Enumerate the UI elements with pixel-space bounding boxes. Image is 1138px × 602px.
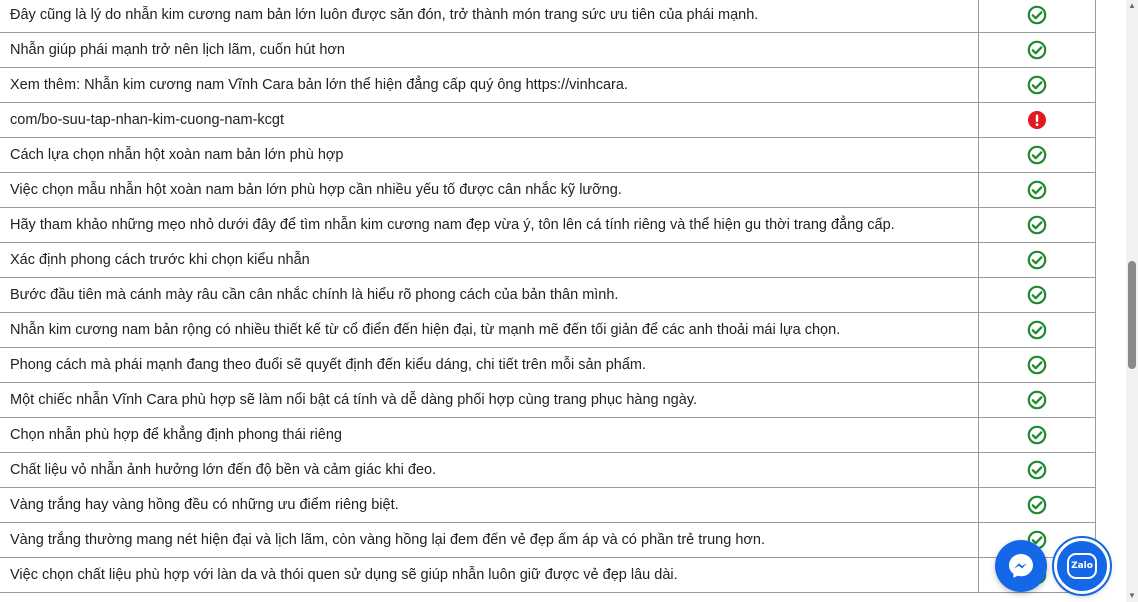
vertical-scrollbar[interactable]	[1126, 0, 1138, 602]
check-circle-icon	[979, 33, 1095, 67]
check-circle-icon	[979, 173, 1095, 207]
sentence-text: Nhẫn kim cương nam bản rộng có nhiều thiết kế từ cổ điển đến hiện đại, từ mạnh mẽ đến tối giản để các anh thoải mái lựa chọn.	[0, 313, 979, 347]
sentence-text: Chọn nhẫn phù hợp để khẳng định phong thái riêng	[0, 418, 979, 452]
table-row	[0, 138, 1095, 173]
table-row	[0, 383, 1095, 418]
table-row	[0, 68, 1095, 103]
sentence-text: Đây cũng là lý do nhẫn kim cương nam bản lớn luôn được săn đón, trở thành món trang sức ưu tiên của phái mạnh.	[0, 0, 979, 32]
sentence-text: Chất liệu vỏ nhẫn ảnh hưởng lớn đến độ bền và cảm giác khi đeo.	[0, 453, 979, 487]
check-circle-icon	[979, 418, 1095, 452]
table-row	[0, 313, 1095, 348]
table-row	[0, 348, 1095, 383]
sentence-text: Vàng trắng thường mang nét hiện đại và lịch lãm, còn vàng hồng lại đem đến vẻ đẹp ấm áp và có phần trẻ trung hơn.	[0, 523, 979, 557]
check-circle-icon	[979, 488, 1095, 522]
check-circle-icon	[979, 68, 1095, 102]
check-circle-icon	[979, 208, 1095, 242]
sentence-text: Hãy tham khảo những mẹo nhỏ dưới đây để tìm nhẫn kim cương nam đẹp vừa ý, tôn lên cá tính riêng và thể hiện gu thời trang đẳng cấp.	[0, 208, 979, 242]
table-row	[0, 103, 1095, 138]
check-circle-icon	[979, 453, 1095, 487]
error-alert-icon	[979, 103, 1095, 137]
scrollbar-thumb[interactable]	[1128, 261, 1136, 369]
messenger-chat-button[interactable]	[995, 540, 1047, 592]
table-row	[0, 278, 1095, 313]
sentence-text: Cách lựa chọn nhẫn hột xoàn nam bản lớn phù hợp	[0, 138, 979, 172]
sentence-text: Phong cách mà phái mạnh đang theo đuổi sẽ quyết định đến kiểu dáng, chi tiết trên mỗi sản phẩm.	[0, 348, 979, 382]
sentence-text: Nhẫn giúp phái mạnh trở nên lịch lãm, cuốn hút hơn	[0, 33, 979, 67]
check-circle-icon	[979, 0, 1095, 32]
check-circle-icon	[979, 243, 1095, 277]
check-circle-icon	[979, 383, 1095, 417]
table-row	[0, 173, 1095, 208]
sentence-text: Xác định phong cách trước khi chọn kiểu nhẫn	[0, 243, 979, 277]
table-row	[0, 418, 1095, 453]
table-row	[0, 558, 1095, 593]
table-row	[0, 243, 1095, 278]
sentence-text: com/bo-suu-tap-nhan-kim-cuong-nam-kcgt	[0, 103, 979, 137]
table-row	[0, 523, 1095, 558]
table-row	[0, 208, 1095, 243]
sentence-text: Bước đầu tiên mà cánh mày râu cần cân nhắc chính là hiểu rõ phong cách của bản thân mình.	[0, 278, 979, 312]
sentence-text: Một chiếc nhẫn Vĩnh Cara phù hợp sẽ làm nổi bật cá tính và dễ dàng phối hợp cùng trang phục hàng ngày.	[0, 383, 979, 417]
check-circle-icon	[979, 278, 1095, 312]
zalo-chat-button[interactable]	[1054, 538, 1110, 594]
check-circle-icon	[979, 348, 1095, 382]
zalo-icon	[1067, 553, 1097, 579]
check-circle-icon	[979, 313, 1095, 347]
table-row	[0, 453, 1095, 488]
sentence-text: Việc chọn chất liệu phù hợp với làn da và thói quen sử dụng sẽ giúp nhẫn luôn giữ được vẻ đẹp lâu dài.	[0, 558, 979, 592]
zalo-label: Zalo	[1071, 561, 1093, 571]
scroll-down-arrow-icon[interactable]: ▼	[1128, 591, 1136, 600]
table-row	[0, 488, 1095, 523]
check-circle-icon	[979, 138, 1095, 172]
sentence-text: Việc chọn mẫu nhẫn hột xoàn nam bản lớn phù hợp cần nhiều yếu tố được cân nhắc kỹ lưỡng.	[0, 173, 979, 207]
scroll-up-arrow-icon[interactable]: ▲	[1128, 1, 1136, 10]
sentence-text: Xem thêm: Nhẫn kim cương nam Vĩnh Cara bản lớn thể hiện đẳng cấp quý ông https://vinhcara.	[0, 68, 979, 102]
table-row	[0, 0, 1095, 33]
sentence-text: Vàng trắng hay vàng hồng đều có những ưu điểm riêng biệt.	[0, 488, 979, 522]
table-row	[0, 33, 1095, 68]
messenger-icon	[1006, 551, 1036, 581]
